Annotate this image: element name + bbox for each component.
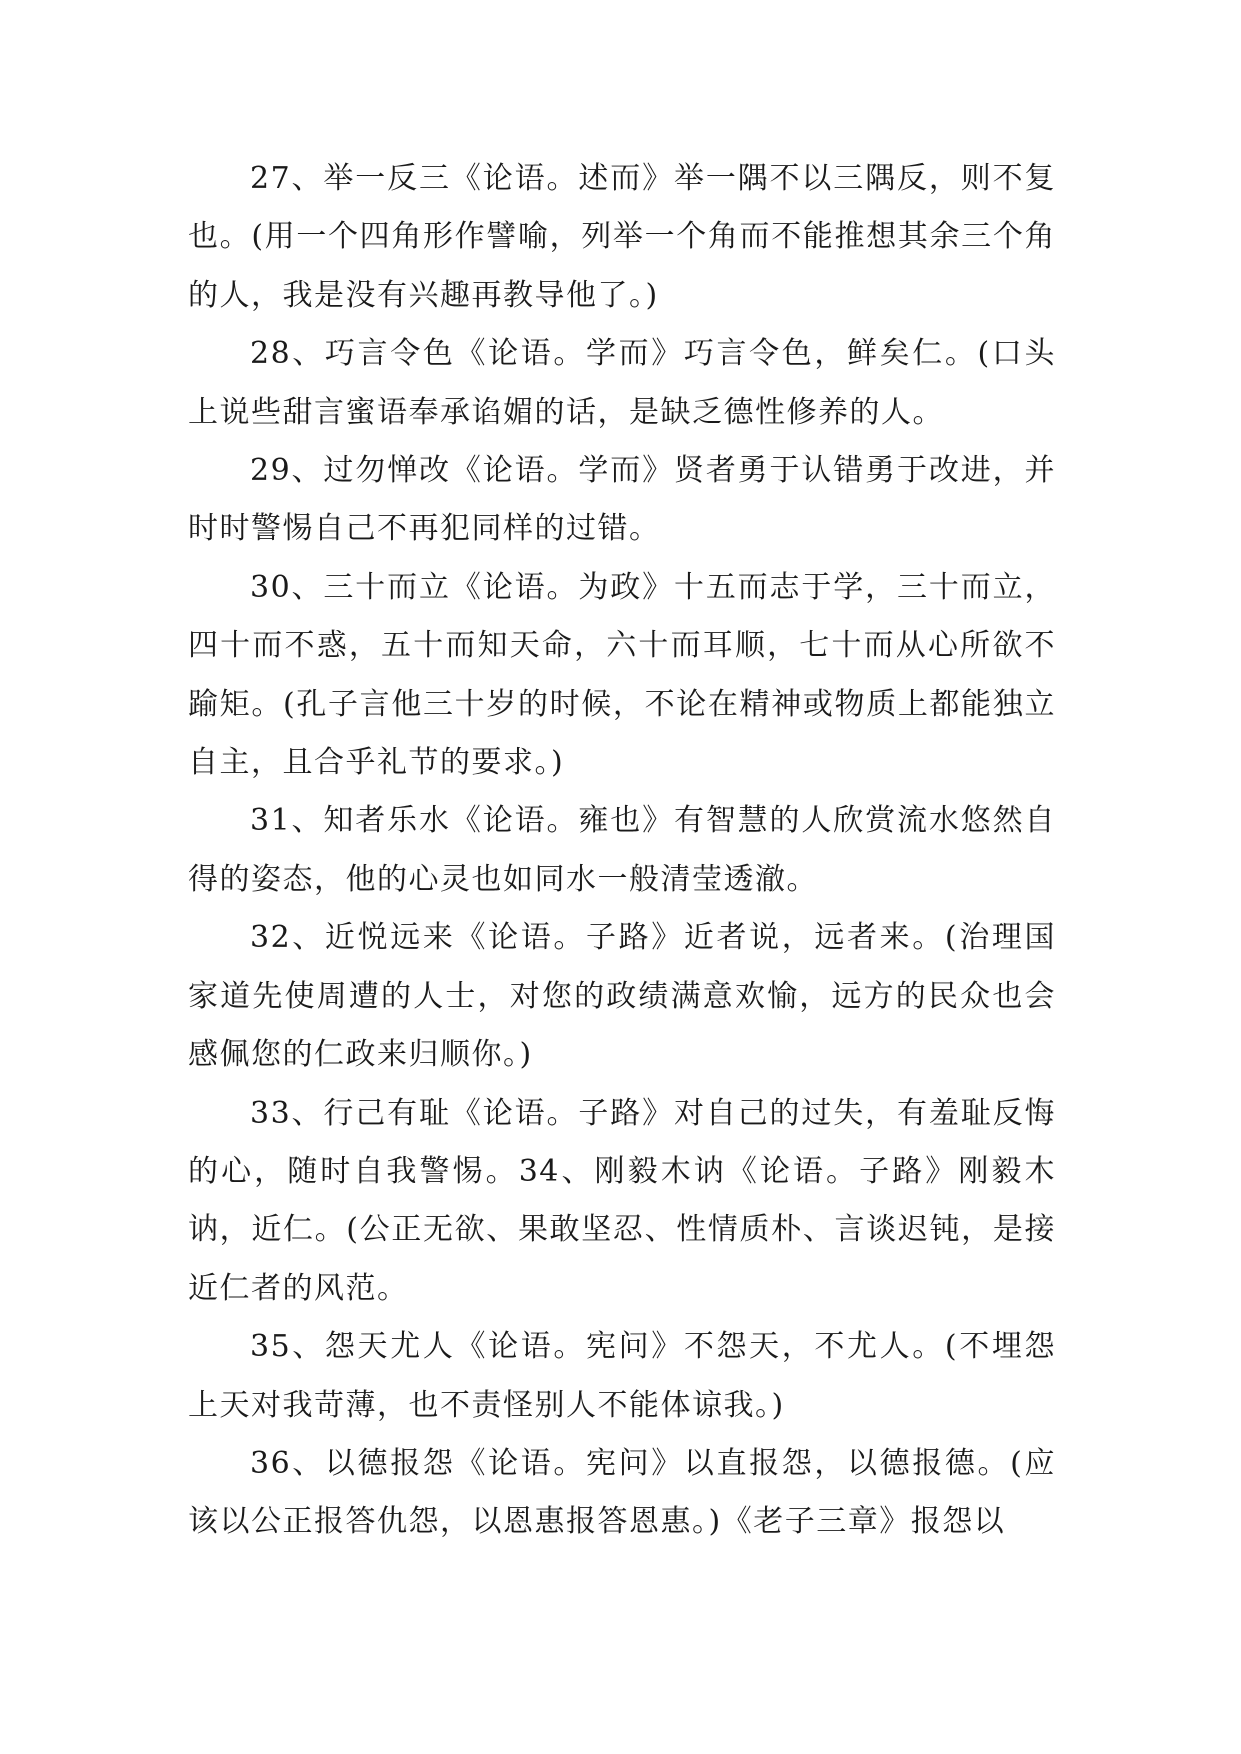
paragraph-30: 30、三十而立《论语。为政》十五而志于学，三十而立，四十而不惑，五十而知天命，六十而耳顺，七十而从心所欲不踰矩。(孔子言他三十岁的时候，不论在精神或物质上都能独立自主，且合乎礼节的要求。): [188, 569, 1056, 781]
document-body: [188, 150, 1056, 1552]
paragraph-27: 27、举一反三《论语。述而》举一隅不以三隅反，则不复也。(用一个四角形作譬喻，列举一个角而不能推想其余三个角的人，我是没有兴趣再教导他了。): [188, 161, 1056, 313]
paragraph-28: 28、巧言令色《论语。学而》巧言令色，鲜矣仁。(口头上说些甜言蜜语奉承谄媚的话，是缺乏德性修养的人。: [188, 336, 1056, 430]
paragraph-35: 35、怨天尤人《论语。宪问》不怨天，不尤人。(不埋怨上天对我苛薄，也不责怪别人不能体谅我。): [188, 1329, 1056, 1423]
paragraph-32: 32、近悦远来《论语。子路》近者说，远者来。(治理国家道先使周遭的人士，对您的政绩满意欢愉，远方的民众也会感佩您的仁政来归顺你。): [188, 920, 1056, 1073]
paragraph-33-34: 33、行己有耻《论语。子路》对自己的过失，有羞耻反悔的心，随时自我警惕。34、刚毅木讷《论语。子路》刚毅木讷，近仁。(公正无欲、果敢坚忍、性情质朴、言谈迟钝，是接近仁者的风范。: [188, 1095, 1056, 1306]
paragraph-31: 31、知者乐水《论语。雍也》有智慧的人欣赏流水悠然自得的姿态，他的心灵也如同水一般清莹透澈。: [188, 803, 1056, 897]
paragraph-29: 29、过勿惮改《论语。学而》贤者勇于认错勇于改进，并时时警惕自己不再犯同样的过错。: [188, 453, 1056, 547]
paragraph-36: 36、以德报怨《论语。宪问》以直报怨，以德报德。(应该以公正报答仇怨，以恩惠报答恩惠。)《老子三章》报怨以: [188, 1445, 1056, 1540]
